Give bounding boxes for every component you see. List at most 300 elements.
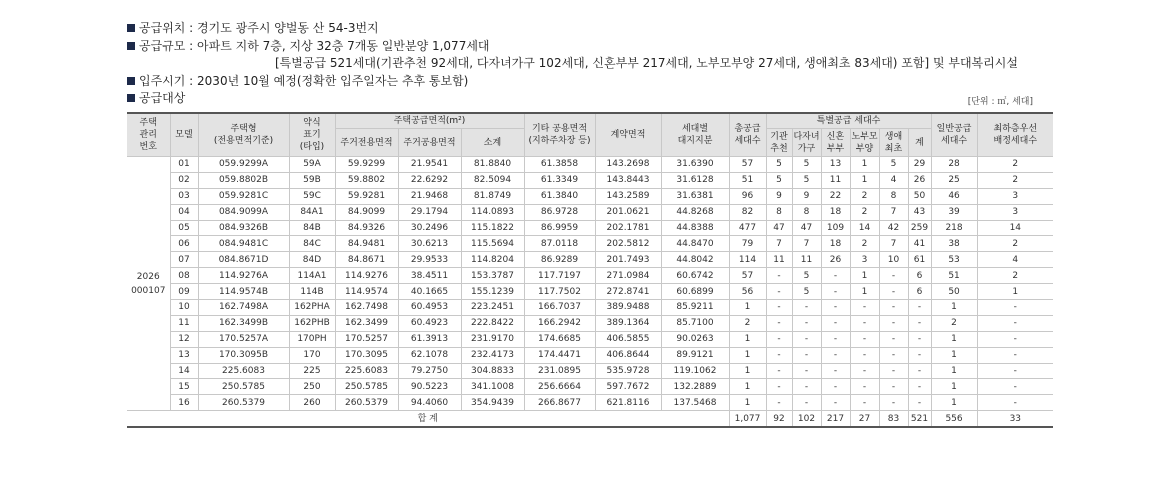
total-cell: 92 (766, 411, 792, 427)
table-cell: 114.9574B (198, 284, 289, 300)
table-cell: 31.6390 (661, 157, 729, 173)
table-cell: 2 (977, 268, 1053, 284)
table-cell: 271.0984 (595, 268, 661, 284)
table-cell: 406.5855 (595, 331, 661, 347)
table-cell: 170.3095 (335, 347, 398, 363)
table-cell: 21.9541 (398, 157, 461, 173)
table-cell: 170.3095B (198, 347, 289, 363)
table-cell: - (879, 331, 908, 347)
table-cell: 22.6292 (398, 172, 461, 188)
table-cell: 4 (879, 172, 908, 188)
table-cell: 259 (908, 220, 931, 236)
table-cell: - (908, 300, 931, 316)
table-cell: 389.1364 (595, 315, 661, 331)
table-cell: 137.5468 (661, 395, 729, 411)
table-cell: 114.8204 (461, 252, 524, 268)
table-cell: 25 (931, 172, 977, 188)
table-cell: 59C (289, 188, 335, 204)
square-bullet-icon (127, 24, 135, 32)
table-cell: - (766, 284, 792, 300)
table-cell: - (977, 379, 1053, 395)
table-cell: 31.6128 (661, 172, 729, 188)
table-cell: - (792, 347, 821, 363)
table-cell: 2 (850, 204, 879, 220)
table-cell: 114.9276 (335, 268, 398, 284)
table-cell: 162.3499B (198, 315, 289, 331)
table-cell: 13 (170, 347, 198, 363)
table-cell: - (879, 315, 908, 331)
table-cell: - (977, 347, 1053, 363)
table-cell: 5 (792, 284, 821, 300)
table-cell: - (908, 315, 931, 331)
table-cell: 50 (908, 188, 931, 204)
table-cell: 1 (931, 300, 977, 316)
table-cell: 84A1 (289, 204, 335, 220)
table-cell: 60.6742 (661, 268, 729, 284)
table-cell: 1 (850, 157, 879, 173)
table-cell: 1 (931, 331, 977, 347)
table-cell: 266.8677 (524, 395, 595, 411)
header-contract-area: 계약면적 (595, 113, 661, 157)
table-cell: 621.8116 (595, 395, 661, 411)
table-cell: - (908, 347, 931, 363)
table-cell: 114A1 (289, 268, 335, 284)
table-cell: 29.1794 (398, 204, 461, 220)
header-sp-newlywed: 신혼 부부 (821, 129, 850, 157)
table-cell: - (908, 363, 931, 379)
table-cell: 119.1062 (661, 363, 729, 379)
header-land-share: 세대별 대지지분 (661, 113, 729, 157)
table-cell: - (908, 379, 931, 395)
table-cell: - (766, 347, 792, 363)
table-cell: 57 (729, 157, 766, 173)
header-lowest-floor: 최하층우선 배정세대수 (977, 113, 1053, 157)
table-cell: 166.7037 (524, 300, 595, 316)
table-cell: 2 (850, 236, 879, 252)
info-target: 공급대상 (127, 90, 1018, 108)
table-cell: 5 (792, 172, 821, 188)
table-cell: - (850, 379, 879, 395)
table-cell: 6 (908, 284, 931, 300)
table-cell: 2 (729, 315, 766, 331)
table-cell: 85.9211 (661, 300, 729, 316)
header-total-supply: 총공급 세대수 (729, 113, 766, 157)
table-cell: 084.9481C (198, 236, 289, 252)
table-cell: 39 (931, 204, 977, 220)
table-cell: 81.8840 (461, 157, 524, 173)
table-cell: 31.6381 (661, 188, 729, 204)
table-cell: 05 (170, 220, 198, 236)
table-cell: 04 (170, 204, 198, 220)
table-cell: - (766, 268, 792, 284)
total-cell: 33 (977, 411, 1053, 427)
table-cell: 61.3858 (524, 157, 595, 173)
table-cell: 1 (850, 172, 879, 188)
table-cell: 50 (931, 284, 977, 300)
table-cell: 1 (729, 363, 766, 379)
table-cell: 22 (821, 188, 850, 204)
table-cell: 8 (879, 188, 908, 204)
table-cell: 10 (879, 252, 908, 268)
table-cell: 153.3787 (461, 268, 524, 284)
table-cell: - (821, 284, 850, 300)
table-cell: 14 (170, 363, 198, 379)
table-cell: 59.9299 (335, 157, 398, 173)
table-cell: 94.4060 (398, 395, 461, 411)
table-cell: 82 (729, 204, 766, 220)
table-cell: - (850, 347, 879, 363)
table-cell: 18 (821, 236, 850, 252)
table-cell: 42 (879, 220, 908, 236)
table-cell: 5 (879, 157, 908, 173)
table-cell: 597.7672 (595, 379, 661, 395)
table-cell: 162.3499 (335, 315, 398, 331)
table-cell: 170 (289, 347, 335, 363)
table-cell: 1 (729, 331, 766, 347)
table-cell: - (879, 284, 908, 300)
table-cell: - (850, 300, 879, 316)
square-bullet-icon (127, 42, 135, 50)
total-cell: 556 (931, 411, 977, 427)
table-cell: - (821, 300, 850, 316)
info-scale-detail: [특별공급 521세대(기관추천 92세대, 다자녀가구 102세대, 신혼부부 217세대, 노부모부양 27세대, 생애최초 83세대) 포함] 및 부대복리시설 (275, 56, 1018, 70)
table-cell: 354.9439 (461, 395, 524, 411)
table-row (127, 204, 1053, 220)
table-cell: 7 (879, 204, 908, 220)
total-cell: 217 (821, 411, 850, 427)
table-cell: 143.8443 (595, 172, 661, 188)
table-cell: 43 (908, 204, 931, 220)
header-other-common: 기타 공용면적 (지하주차장 등) (524, 113, 595, 157)
table-cell: 30.6213 (398, 236, 461, 252)
header-exclusive: 주거전용면적 (335, 129, 398, 157)
table-cell: 1 (931, 379, 977, 395)
table-cell: 1 (729, 379, 766, 395)
table-cell: 28 (931, 157, 977, 173)
table-cell: 59.8802 (335, 172, 398, 188)
table-cell: 7 (879, 236, 908, 252)
table-cell: 44.8268 (661, 204, 729, 220)
table-cell: 231.9170 (461, 331, 524, 347)
table-cell: 260.5379 (198, 395, 289, 411)
table-cell: 10 (170, 300, 198, 316)
table-cell: 11 (766, 252, 792, 268)
table-cell: 109 (821, 220, 850, 236)
table-cell: 13 (821, 157, 850, 173)
table-cell: 3 (977, 204, 1053, 220)
table-cell: 256.6664 (524, 379, 595, 395)
table-cell: 4 (977, 252, 1053, 268)
table-cell: 44.8470 (661, 236, 729, 252)
table-cell: - (766, 300, 792, 316)
table-cell: 53 (931, 252, 977, 268)
table-row (127, 172, 1053, 188)
table-cell: 47 (792, 220, 821, 236)
table-cell: 38 (931, 236, 977, 252)
table-cell: - (879, 300, 908, 316)
table-cell: 143.2698 (595, 157, 661, 173)
table-cell: 14 (850, 220, 879, 236)
table-cell: 89.9121 (661, 347, 729, 363)
table-cell: 2 (850, 188, 879, 204)
table-cell: 406.8644 (595, 347, 661, 363)
table-cell: 84.8671 (335, 252, 398, 268)
table-cell: - (879, 379, 908, 395)
table-cell: 03 (170, 188, 198, 204)
table-cell: - (766, 331, 792, 347)
table-cell: 79 (729, 236, 766, 252)
table-cell: 5 (766, 172, 792, 188)
table-cell: 115.1822 (461, 220, 524, 236)
table-cell: 06 (170, 236, 198, 252)
table-cell: 059.8802B (198, 172, 289, 188)
table-row (127, 284, 1053, 300)
table-cell: - (792, 395, 821, 411)
table-cell: 201.7493 (595, 252, 661, 268)
table-cell: 166.2942 (524, 315, 595, 331)
table-cell: 170.5257 (335, 331, 398, 347)
table-cell: - (792, 315, 821, 331)
table-cell: 477 (729, 220, 766, 236)
table-cell: 115.5694 (461, 236, 524, 252)
table-cell: 2 (931, 315, 977, 331)
table-cell: - (821, 395, 850, 411)
table-row (127, 395, 1053, 411)
table-cell: 46 (931, 188, 977, 204)
table-cell: 250.5785 (335, 379, 398, 395)
table-cell: 114.0893 (461, 204, 524, 220)
table-cell: 114B (289, 284, 335, 300)
table-cell: 170PH (289, 331, 335, 347)
table-row (127, 331, 1053, 347)
table-cell: 59.9281 (335, 188, 398, 204)
header-sp-inst: 기관 추천 (766, 129, 792, 157)
table-cell: 84D (289, 252, 335, 268)
table-cell: 1 (931, 363, 977, 379)
header-subtotal: 소계 (461, 129, 524, 157)
table-cell: 114.9276A (198, 268, 289, 284)
table-cell: 225.6083 (198, 363, 289, 379)
table-cell: - (908, 395, 931, 411)
table-cell: - (850, 331, 879, 347)
table-row (127, 188, 1053, 204)
table-cell: 059.9281C (198, 188, 289, 204)
table-cell: - (821, 379, 850, 395)
table-cell: 11 (792, 252, 821, 268)
table-cell: 60.4923 (398, 315, 461, 331)
table-cell: 341.1008 (461, 379, 524, 395)
table-cell: 84C (289, 236, 335, 252)
header-general: 일반공급 세대수 (931, 113, 977, 157)
square-bullet-icon (127, 77, 135, 85)
table-cell: - (850, 395, 879, 411)
table-cell: 84B (289, 220, 335, 236)
table-cell: - (821, 331, 850, 347)
table-row (127, 300, 1053, 316)
table-cell: 8 (766, 204, 792, 220)
header-abbr: 약식 표기 (타입) (289, 113, 335, 157)
total-label: 합 계 (127, 411, 729, 427)
table-cell: 132.2889 (661, 379, 729, 395)
table-cell: 09 (170, 284, 198, 300)
table-cell: 2 (977, 157, 1053, 173)
total-cell: 1,077 (729, 411, 766, 427)
table-cell: 1 (729, 300, 766, 316)
table-cell: 084.8671D (198, 252, 289, 268)
table-cell: 85.7100 (661, 315, 729, 331)
table-cell: 250.5785 (198, 379, 289, 395)
table-cell: - (821, 363, 850, 379)
table-cell: 18 (821, 204, 850, 220)
table-cell: - (977, 300, 1053, 316)
table-cell: 86.9289 (524, 252, 595, 268)
table-cell: 222.8422 (461, 315, 524, 331)
table-cell: - (766, 315, 792, 331)
table-row (127, 268, 1053, 284)
table-cell: 201.0621 (595, 204, 661, 220)
table-cell: 44.8042 (661, 252, 729, 268)
table-cell: 40.1665 (398, 284, 461, 300)
table-cell: - (792, 379, 821, 395)
table-cell: 11 (821, 172, 850, 188)
header-supply-area: 주택공급면적(m²) (335, 113, 524, 129)
table-cell: 61 (908, 252, 931, 268)
table-cell: 90.5223 (398, 379, 461, 395)
total-cell: 27 (850, 411, 879, 427)
table-cell: - (766, 363, 792, 379)
table-cell: 9 (766, 188, 792, 204)
info-scale: 공급규모 : 아파트 지하 7층, 지상 32층 7개동 일반분양 1,077세대 (127, 38, 1018, 56)
table-cell: - (821, 347, 850, 363)
table-cell: 3 (977, 188, 1053, 204)
header-type: 주택형 (전용면적기준) (198, 113, 289, 157)
table-cell: 57 (729, 268, 766, 284)
header-sp-total: 계 (908, 129, 931, 157)
table-cell: 1 (729, 395, 766, 411)
table-cell: 82.5094 (461, 172, 524, 188)
table-cell: 304.8833 (461, 363, 524, 379)
table-cell: 272.8741 (595, 284, 661, 300)
table-row (127, 315, 1053, 331)
table-cell: - (977, 395, 1053, 411)
table-cell: 87.0118 (524, 236, 595, 252)
table-cell: 117.7502 (524, 284, 595, 300)
table-cell: - (821, 315, 850, 331)
table-cell: - (879, 268, 908, 284)
header-mgmt-no: 주택 관리 번호 (127, 113, 170, 157)
table-cell: - (879, 347, 908, 363)
supply-table (127, 112, 1053, 428)
table-cell: 059.9299A (198, 157, 289, 173)
table-cell: 1 (850, 268, 879, 284)
table-cell: 29 (908, 157, 931, 173)
table-cell: 79.2750 (398, 363, 461, 379)
total-row (127, 411, 1053, 427)
total-cell: 521 (908, 411, 931, 427)
table-cell: 07 (170, 252, 198, 268)
table-cell: 260.5379 (335, 395, 398, 411)
table-row (127, 236, 1053, 252)
table-cell: 202.1781 (595, 220, 661, 236)
table-cell: 02 (170, 172, 198, 188)
header-sp-first: 생애 최초 (879, 129, 908, 157)
table-cell: 26 (908, 172, 931, 188)
info-location: 공급위치 : 경기도 광주시 양벌동 산 54-3번지 (127, 20, 1018, 38)
table-cell: - (977, 363, 1053, 379)
table-cell: 223.2451 (461, 300, 524, 316)
table-cell: 260 (289, 395, 335, 411)
table-cell: 41 (908, 236, 931, 252)
mgmt-number-cell: 2026 000107 (127, 157, 170, 411)
table-row (127, 220, 1053, 236)
table-cell: 202.5812 (595, 236, 661, 252)
table-cell: 389.9488 (595, 300, 661, 316)
table-cell: - (879, 395, 908, 411)
table-cell: 59A (289, 157, 335, 173)
table-cell: - (792, 300, 821, 316)
table-row (127, 252, 1053, 268)
table-cell: 84.9326 (335, 220, 398, 236)
table-cell: 174.6685 (524, 331, 595, 347)
table-cell: 84.9099 (335, 204, 398, 220)
table-cell: - (766, 395, 792, 411)
table-cell: 7 (792, 236, 821, 252)
table-cell: 117.7197 (524, 268, 595, 284)
table-cell: - (879, 363, 908, 379)
table-cell: 90.0263 (661, 331, 729, 347)
table-cell: 15 (170, 379, 198, 395)
table-cell: 60.6899 (661, 284, 729, 300)
table-cell: 2 (977, 236, 1053, 252)
info-move-in: 입주시기 : 2030년 10월 예정(정확한 입주일자는 추후 통보함) (127, 73, 1018, 91)
table-cell: 225 (289, 363, 335, 379)
table-cell: 56 (729, 284, 766, 300)
table-cell: - (977, 331, 1053, 347)
table-cell: 084.9099A (198, 204, 289, 220)
table-cell: 1 (977, 284, 1053, 300)
table-cell: 59B (289, 172, 335, 188)
table-cell: 51 (931, 268, 977, 284)
table-cell: 81.8749 (461, 188, 524, 204)
table-cell: 61.3840 (524, 188, 595, 204)
table-cell: 162.7498 (335, 300, 398, 316)
total-cell: 102 (792, 411, 821, 427)
table-cell: 1 (850, 284, 879, 300)
table-cell: 11 (170, 315, 198, 331)
table-cell: 3 (850, 252, 879, 268)
table-cell: - (850, 363, 879, 379)
unit-note: [단위 : ㎡, 세대] (967, 97, 1033, 107)
table-cell: - (908, 331, 931, 347)
table-cell: 6 (908, 268, 931, 284)
table-cell: 114 (729, 252, 766, 268)
table-cell: - (766, 379, 792, 395)
table-cell: 16 (170, 395, 198, 411)
table-cell: 86.9728 (524, 204, 595, 220)
table-cell: 218 (931, 220, 977, 236)
table-cell: 38.4511 (398, 268, 461, 284)
table-cell: 8 (792, 204, 821, 220)
header-special: 특별공급 세대수 (766, 113, 931, 129)
table-cell: 26 (821, 252, 850, 268)
table-cell: 21.9468 (398, 188, 461, 204)
table-cell: 2 (977, 172, 1053, 188)
header-model: 모델 (170, 113, 198, 157)
table-cell: 232.4173 (461, 347, 524, 363)
table-cell: 143.2589 (595, 188, 661, 204)
table-cell: 1 (729, 347, 766, 363)
table-cell: 162.7498A (198, 300, 289, 316)
